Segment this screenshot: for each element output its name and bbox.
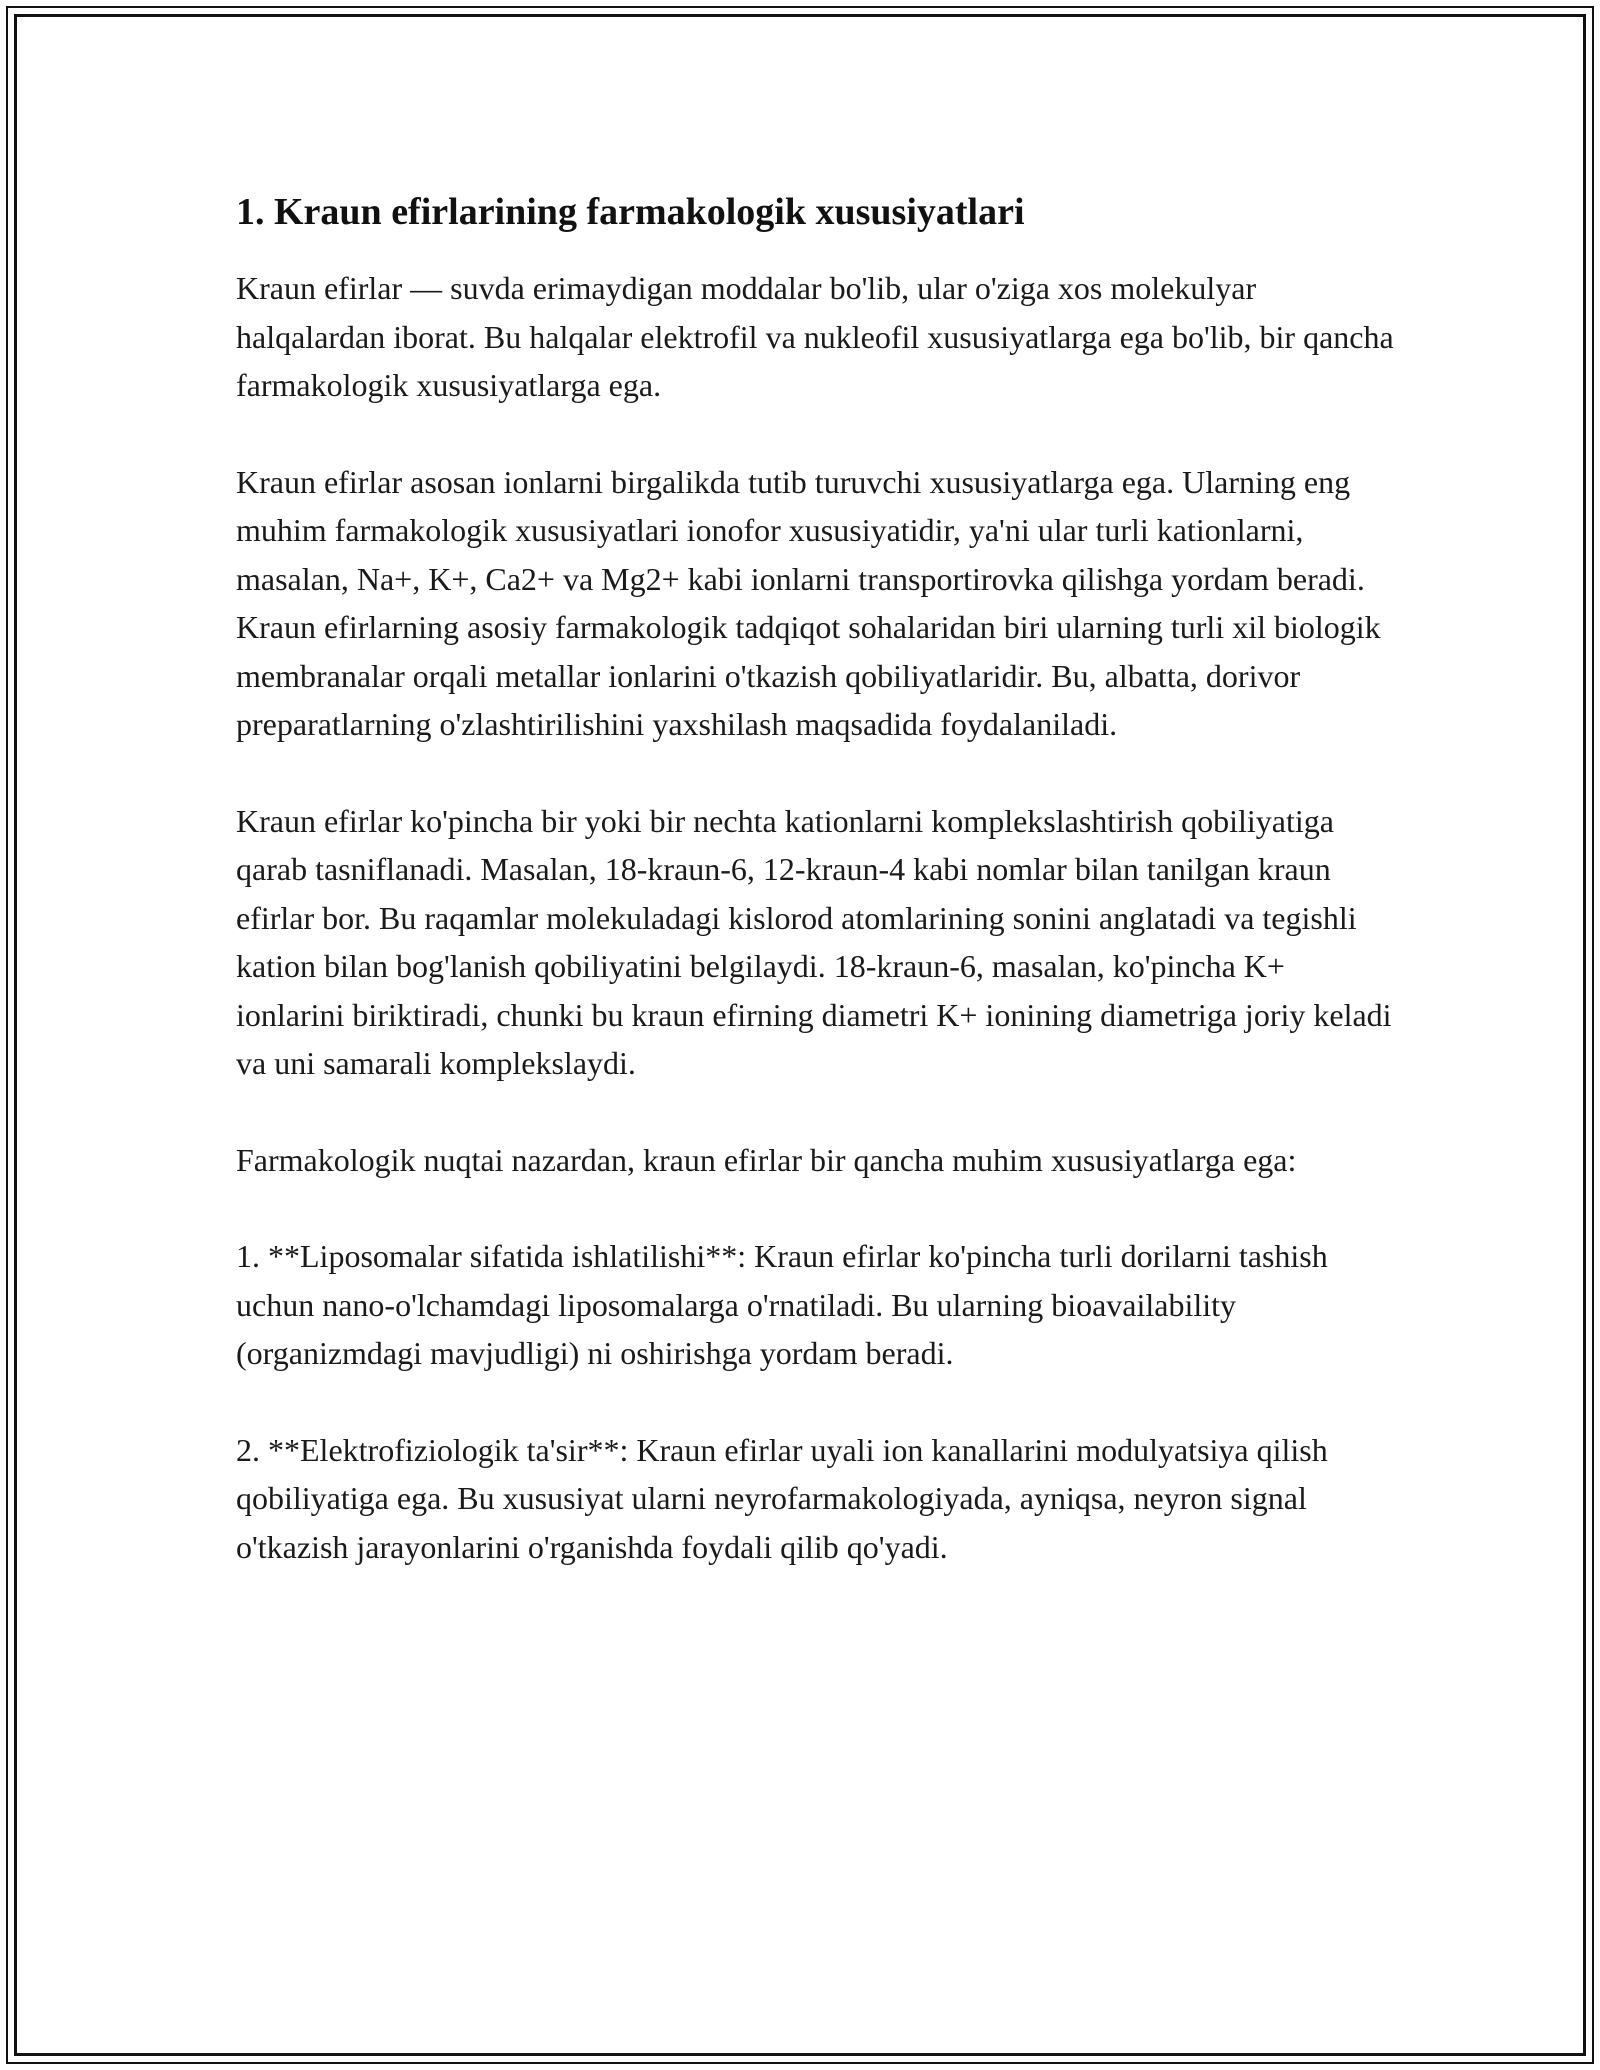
section-heading: 1. Kraun efirlarining farmakologik xususiyatlari: [236, 191, 1025, 233]
paragraph-intro: Kraun efirlar — suvda erimaydigan moddalar bo'lib, ular o'ziga xos molekulyar halqalardan iborat. Bu halqalar elektrofil va nukleofil xususiyatlarga ega bo'lib, bir qancha farmakologik xususiyatlarga ega.: [236, 270, 1394, 403]
document-body: [236, 186, 1396, 1619]
list-item-electrophysiology: 2. **Elektrofiziologik ta'sir**: Kraun efirlar uyali ion kanallarini modulyatsiya qilish qobiliyatiga ega. Bu xususiyat ularni neyrofarmakologiyada, ayniqsa, neyron signal o'tkazish jarayonlarini o'rganishda foydali qilib qo'yadi.: [236, 1431, 1328, 1565]
paragraph-properties-intro: Farmakologik nuqtai nazardan, kraun efirlar bir qancha muhim xususiyatlarga ega:: [236, 1141, 1297, 1178]
paragraph-ionophore: Kraun efirlar asosan ionlarni birgalikda tutib turuvchi xususiyatlarga ega. Ularning eng muhim farmakologik xususiyatlari ionofor xususiyatidir, ya'ni ular turli kationlarni, masalan, Na+, K+, Ca2+ va Mg2+ kabi ionlarni transportirovka qilishga yordam beradi. Kraun efirlarning asosiy farmakologik tadqiqot sohalaridan biri ularning turli xil biologik membranalar orqali metallar ionlarini o'tkazish qobiliyatlaridir. Bu, albatta, dorivor preparatlarning o'zlashtirilishini yaxshilash maqsadida foydalaniladi.: [236, 463, 1381, 742]
list-item-liposomes: 1. **Liposomalar sifatida ishlatilishi**: Kraun efirlar ko'pincha turli dorilarni tashish uchun nano-o'lchamdagi liposomalarga o'rnatiladi. Bu ularning bioavailability (organizmdagi mavjudligi) ni oshirishga yordam beradi.: [236, 1238, 1328, 1371]
paragraph-classification: Kraun efirlar ko'pincha bir yoki bir nechta kationlarni komplekslashtirish qobiliyatiga qarab tasniflanadi. Masalan, 18-kraun-6, 12-kraun-4 kabi nomlar bilan tanilgan kraun efirlar bor. Bu raqamlar molekuladagi kislorod atomlarining sonini anglatadi va tegishli kation bilan bog'lanish qobiliyatini belgilaydi. 18-kraun-6, masalan, ko'pincha K+ ionlarini biriktiradi, chunki bu kraun efirning diametri K+ ionining diametriga joriy keladi va uni samarali komplekslaydi.: [236, 802, 1392, 1081]
